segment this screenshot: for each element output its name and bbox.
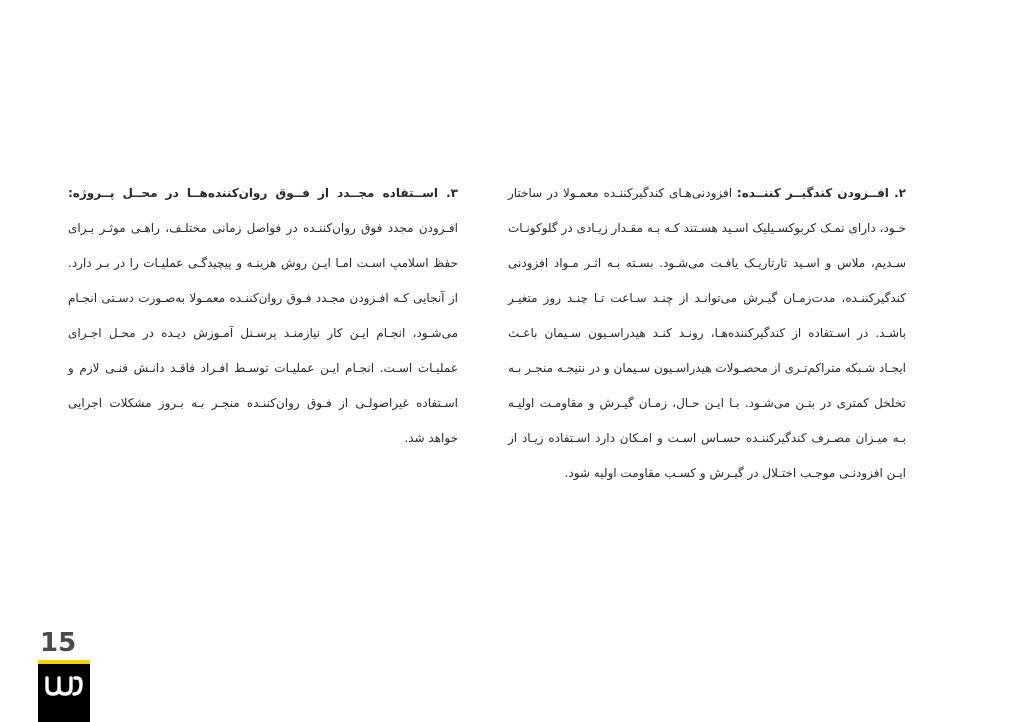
section-retarder-body: افزودنی‌هـای کندگیرکننـده معمـولا در ساختار خـود، دارای نمـک کربوکسـیلیک اسـید هسـتند کـه بـه مقـدار زیـادی در گلوکونـات سـدیم، ملاس و اسـید تارتاریـک یافـت می‌شـود. بسـته بـه اثـر مـواد افزودنی کندگیرکننـده، مدت‌زمـان گیـرش می‌توانـد از چنـد سـاعت تـا چنـد روز متغیـر باشـد. در اسـتفاده از کندگیرکننده‌هـا، رونـد کنـد هیدراسـیون سـیمان باعـث ایجـاد شـبکه متراکم‌تـری از محصـولات هیدراسـیون سـیمان و در نتیجـه منجـر بـه تخلخل کمتری در بتـن می‌شـود. بـا ایـن حـال، زمـان گیـرش و مقاومـت اولیـه بـه میـزان مصـرف کندگیرکننـده حسـاس اسـت و امـکان دارد اسـتفاده زیـاد از ایـن افزودنـی موجـب اختـلال در گیـرش و کسـب مقاومت اولیه شود. (508, 186, 906, 480)
section-retarder-heading: ۲. افــزودن کندگیــر کننــده: (736, 186, 906, 200)
section-superplasticizer-heading: ۳. اســتفاده مجــدد از فــوق روان‌کننده‌هــا در محــل پــروژه: (68, 186, 458, 200)
ws-logo-icon (44, 674, 84, 698)
brand-logo (38, 660, 90, 722)
page-number: 15 (40, 628, 77, 658)
section-retarder (508, 176, 906, 491)
logo-accent-bar (38, 660, 90, 664)
section-superplasticizer-body: افـزودن مجدد فوق روان‌کننـده در فواصل زمانی مختلـف، راهـی موثـر بـرای حفظ اسلامپ اسـت امـا ایـن روش هزینـه و پیچیدگـی عملیـات را در بـر دارد. از آنجایی کـه افـزودن مجـدد فـوق روان‌کننـده معمـولا به‌صـورت دسـتی انجـام می‌شـود، انجـام ایـن کار نیازمنـد پرسـنل آمـوزش دیـده در محـل اجـرای عملیـات اسـت. انجـام ایـن عملیـات توسـط افـراد فاقـد دانـش فنـی لازم و اسـتفاده غیراصولـی از فـوق روان‌کننـده منجـر بـه بـروز مشکلات اجرایی خواهد شد. (68, 221, 458, 445)
section-superplasticizer (68, 176, 458, 456)
